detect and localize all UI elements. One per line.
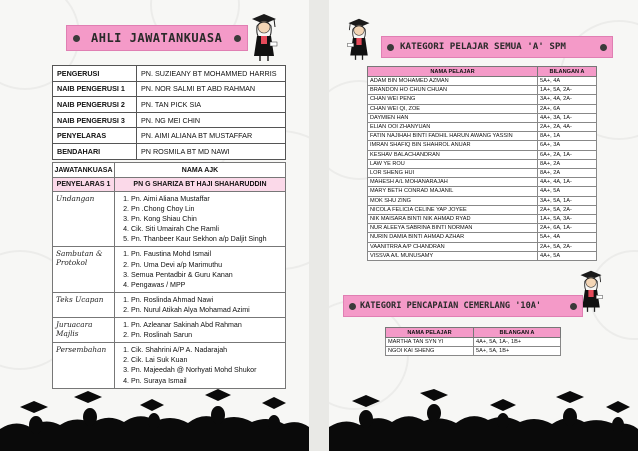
officer-role: BENDAHARI bbox=[53, 143, 137, 159]
student-row bbox=[368, 196, 597, 205]
officer-name: PN. AIMI ALIANA BT MUSTAFFAR bbox=[137, 128, 286, 144]
committee-members bbox=[115, 343, 286, 388]
committee-member: 4. Pengawas / MPP bbox=[131, 280, 285, 290]
grade-count: 2A+, 5A, 2A- bbox=[538, 205, 597, 214]
committee-row bbox=[53, 247, 286, 292]
left-page bbox=[0, 0, 309, 451]
officer-row bbox=[53, 97, 286, 113]
student-row bbox=[368, 141, 597, 150]
officer-role: PENGERUSI bbox=[53, 66, 137, 82]
grade-count: 8A+, 1A bbox=[538, 132, 597, 141]
committee-row bbox=[53, 292, 286, 317]
committee-members bbox=[115, 192, 286, 247]
student-row bbox=[368, 233, 597, 242]
graduate-girl-icon bbox=[345, 14, 373, 62]
student-name: IMRAN SHAFIQ BIN SHAHROL ANUAR bbox=[368, 141, 538, 150]
student-name: VISSVA A/L MUNUSAMY bbox=[368, 251, 538, 260]
committee-role: Teks Ucapan bbox=[53, 292, 115, 317]
ten-a-header-count: BILANGAN A bbox=[474, 328, 561, 338]
officer-name: PN. TAN PICK SIA bbox=[137, 97, 286, 113]
grade-count: 6A+, 2A, 1A- bbox=[538, 150, 597, 159]
grade-count: 2A+, 5A, 2A- bbox=[538, 242, 597, 251]
all-a-header-name: NAMA PELAJAR bbox=[368, 67, 538, 77]
officer-row bbox=[53, 143, 286, 159]
student-row bbox=[386, 347, 561, 356]
student-row bbox=[368, 104, 597, 113]
ten-a-banner bbox=[343, 295, 583, 317]
committee-member-list bbox=[131, 320, 285, 340]
officer-role: NAIB PENGERUSI 3 bbox=[53, 112, 137, 128]
student-row bbox=[368, 251, 597, 260]
committee-row bbox=[53, 318, 286, 343]
student-name: NIK MAISARA BINTI NIK AHMAD RYAD bbox=[368, 215, 538, 224]
student-name: NGOI KAI SHENG bbox=[386, 347, 474, 356]
student-row bbox=[368, 113, 597, 122]
page-gutter bbox=[309, 0, 329, 451]
student-row bbox=[368, 123, 597, 132]
committee-banner bbox=[66, 25, 248, 51]
committee-role: Undangan bbox=[53, 192, 115, 247]
committee-member: 4. Pn. Suraya Ismail bbox=[131, 376, 285, 386]
all-a-header-count: BILANGAN A bbox=[538, 67, 597, 77]
student-name: DAYMIEN HAN bbox=[368, 113, 538, 122]
committee-member: 1. Cik. Shahrini A/P A. Nadarajah bbox=[131, 345, 285, 355]
student-row bbox=[368, 159, 597, 168]
student-name: NURIN DAMIA BINTI AHMAD AZHAR bbox=[368, 233, 538, 242]
grade-count: 1A+, 5A, 2A- bbox=[538, 86, 597, 95]
student-name: LOR SHENG HUI bbox=[368, 169, 538, 178]
committee-member: 2. Pn. Uma Devi a/p Marimuthu bbox=[131, 260, 285, 270]
committee-table bbox=[52, 162, 286, 389]
student-name: ADAM BIN MOHAMED AZMAN bbox=[368, 77, 538, 86]
student-row bbox=[368, 242, 597, 251]
officer-name: PN ROSMILA BT MD NAWI bbox=[137, 143, 286, 159]
grade-count: 8A+, 2A bbox=[538, 159, 597, 168]
committee-member: 2. Pn. Roslinah Sarun bbox=[131, 330, 285, 340]
student-name: FATIN NAJIHAH BINTI FADHIL HARUN AWANG YASSIN bbox=[368, 132, 538, 141]
committee-members bbox=[115, 247, 286, 292]
grade-count: 5A+, 4A bbox=[538, 233, 597, 242]
committee-member-list bbox=[131, 345, 285, 385]
committee-role: Sambutan & Protokol bbox=[53, 247, 115, 292]
ten-a-table bbox=[385, 327, 561, 356]
right-page bbox=[329, 0, 638, 451]
committee-member: 3. Pn. Majeedah @ Norhyati Mohd Shukor bbox=[131, 365, 285, 375]
grade-count: 3A+, 4A, 2A- bbox=[538, 95, 597, 104]
committee-member-list bbox=[131, 194, 285, 244]
student-name: NICOLA FELICIA CELINE YAP JOYEE bbox=[368, 205, 538, 214]
grade-count: 4A+, 3A, 1A- bbox=[538, 113, 597, 122]
student-name: MOK SHU ZING bbox=[368, 196, 538, 205]
officer-row bbox=[53, 112, 286, 128]
officer-row bbox=[53, 81, 286, 97]
student-name: MAHESH A/L MOHANARAJAH bbox=[368, 178, 538, 187]
committee-member: 1. Pn. Faustina Mohd Ismail bbox=[131, 249, 285, 259]
grade-count: 4A+, 5A bbox=[538, 187, 597, 196]
grade-count: 2A+, 2A, 4A- bbox=[538, 123, 597, 132]
coordinator-name: PN G SHARIZA BT HAJI SHAHARUDDIN bbox=[115, 178, 286, 192]
grade-count: 1A+, 5A, 3A- bbox=[538, 215, 597, 224]
student-name: CHAN WEI QI, ZOE bbox=[368, 104, 538, 113]
committee-member-list bbox=[131, 295, 285, 315]
student-row bbox=[368, 86, 597, 95]
student-row bbox=[386, 338, 561, 347]
officers-table bbox=[52, 65, 286, 160]
officer-row bbox=[53, 128, 286, 144]
officer-name: PN. SUZIEANY BT MOHAMMED HARRIS bbox=[137, 66, 286, 82]
committee-member: 1. Pn. Roslinda Ahmad Nawi bbox=[131, 295, 285, 305]
student-name: VAANITRRA A/P CHANDRAN bbox=[368, 242, 538, 251]
graduates-silhouette bbox=[0, 389, 638, 451]
grade-count: 4A+, 5A, 1A-, 1B+ bbox=[474, 338, 561, 347]
committee-members bbox=[115, 292, 286, 317]
student-row bbox=[368, 205, 597, 214]
committee-row bbox=[53, 343, 286, 388]
officer-role: PENYELARAS bbox=[53, 128, 137, 144]
committee-member: 2. Pn. Nurul Atikah Alya Mohamad Azimi bbox=[131, 305, 285, 315]
student-name: LAW YE ROU bbox=[368, 159, 538, 168]
officer-role: NAIB PENGERUSI 1 bbox=[53, 81, 137, 97]
all-a-banner-title: KATEGORI PELAJAR SEMUA 'A' SPM bbox=[400, 41, 566, 52]
grade-count: 5A+, 4A bbox=[538, 77, 597, 86]
grade-count: 6A+, 3A bbox=[538, 141, 597, 150]
grade-count: 2A+, 6A bbox=[538, 104, 597, 113]
committee-members bbox=[115, 318, 286, 343]
student-name: ELIAN OOI ZHANYUAN bbox=[368, 123, 538, 132]
grade-count: 4A+, 4A, 1A- bbox=[538, 178, 597, 187]
grade-count: 3A+, 5A, 1A- bbox=[538, 196, 597, 205]
committee-member-list bbox=[131, 249, 285, 289]
grade-count: 5A+, 5A, 1B+ bbox=[474, 347, 561, 356]
ten-a-header-name: NAMA PELAJAR bbox=[386, 328, 474, 338]
ten-a-banner-title: KATEGORI PENCAPAIAN CEMERLANG '10A' bbox=[360, 301, 542, 311]
student-row bbox=[368, 178, 597, 187]
committee-member: 1. Pn. Azleanar Sakinah Abd Rahman bbox=[131, 320, 285, 330]
student-name: CHAN WEI PENG bbox=[368, 95, 538, 104]
student-row bbox=[368, 215, 597, 224]
committee-member: 2. Cik. Lai Suk Kuan bbox=[131, 355, 285, 365]
student-row bbox=[368, 187, 597, 196]
officer-name: PN. NG MEI CHIN bbox=[137, 112, 286, 128]
student-name: NUR ALEEYA SABRINA BINTI NORMAN bbox=[368, 224, 538, 233]
officer-role: NAIB PENGERUSI 2 bbox=[53, 97, 137, 113]
committee-banner-title: AHLI JAWATANKUASA bbox=[91, 31, 223, 45]
committee-header-role: JAWATANKUASA bbox=[53, 163, 115, 178]
officer-row bbox=[53, 66, 286, 82]
student-row bbox=[368, 132, 597, 141]
committee-member: 3. Pn. Kong Shiau Chin bbox=[131, 214, 285, 224]
grade-count: 8A+, 2A bbox=[538, 169, 597, 178]
committee-header-names: NAMA AJK bbox=[115, 163, 286, 178]
student-name: MARY BETH CONRAD MAJANIL bbox=[368, 187, 538, 196]
grade-count: 4A+, 5A bbox=[538, 251, 597, 260]
graduate-girl-icon bbox=[248, 10, 280, 62]
student-row bbox=[368, 224, 597, 233]
committee-member: 2. Pn .Chong Choy Lin bbox=[131, 204, 285, 214]
grade-count: 2A+, 6A, 1A- bbox=[538, 224, 597, 233]
student-name: BRANDON HO CHUN CHUAN bbox=[368, 86, 538, 95]
student-name: MARTHA TAN SYN YI bbox=[386, 338, 474, 347]
all-a-table bbox=[367, 66, 597, 261]
student-name: KESHAV BALACHANDRAN bbox=[368, 150, 538, 159]
student-row bbox=[368, 169, 597, 178]
student-row bbox=[368, 77, 597, 86]
coordinator-role: PENYELARAS 1 bbox=[53, 178, 115, 192]
student-row bbox=[368, 150, 597, 159]
committee-member: 4. Cik. Siti Umairah Che Ramli bbox=[131, 224, 285, 234]
all-a-banner bbox=[381, 36, 613, 58]
committee-member: 1. Pn. Aimi Aliana Mustaffar bbox=[131, 194, 285, 204]
committee-member: 3. Semua Pentadbir & Guru Kanan bbox=[131, 270, 285, 280]
officer-name: PN. NOR SALMI BT ABD RAHMAN bbox=[137, 81, 286, 97]
committee-role: Persembahan bbox=[53, 343, 115, 388]
committee-role: Juruacara Majlis bbox=[53, 318, 115, 343]
student-row bbox=[368, 95, 597, 104]
committee-member: 5. Pn. Thanbeer Kaur Sekhon a/p Daljit Singh bbox=[131, 234, 285, 244]
committee-row bbox=[53, 192, 286, 247]
